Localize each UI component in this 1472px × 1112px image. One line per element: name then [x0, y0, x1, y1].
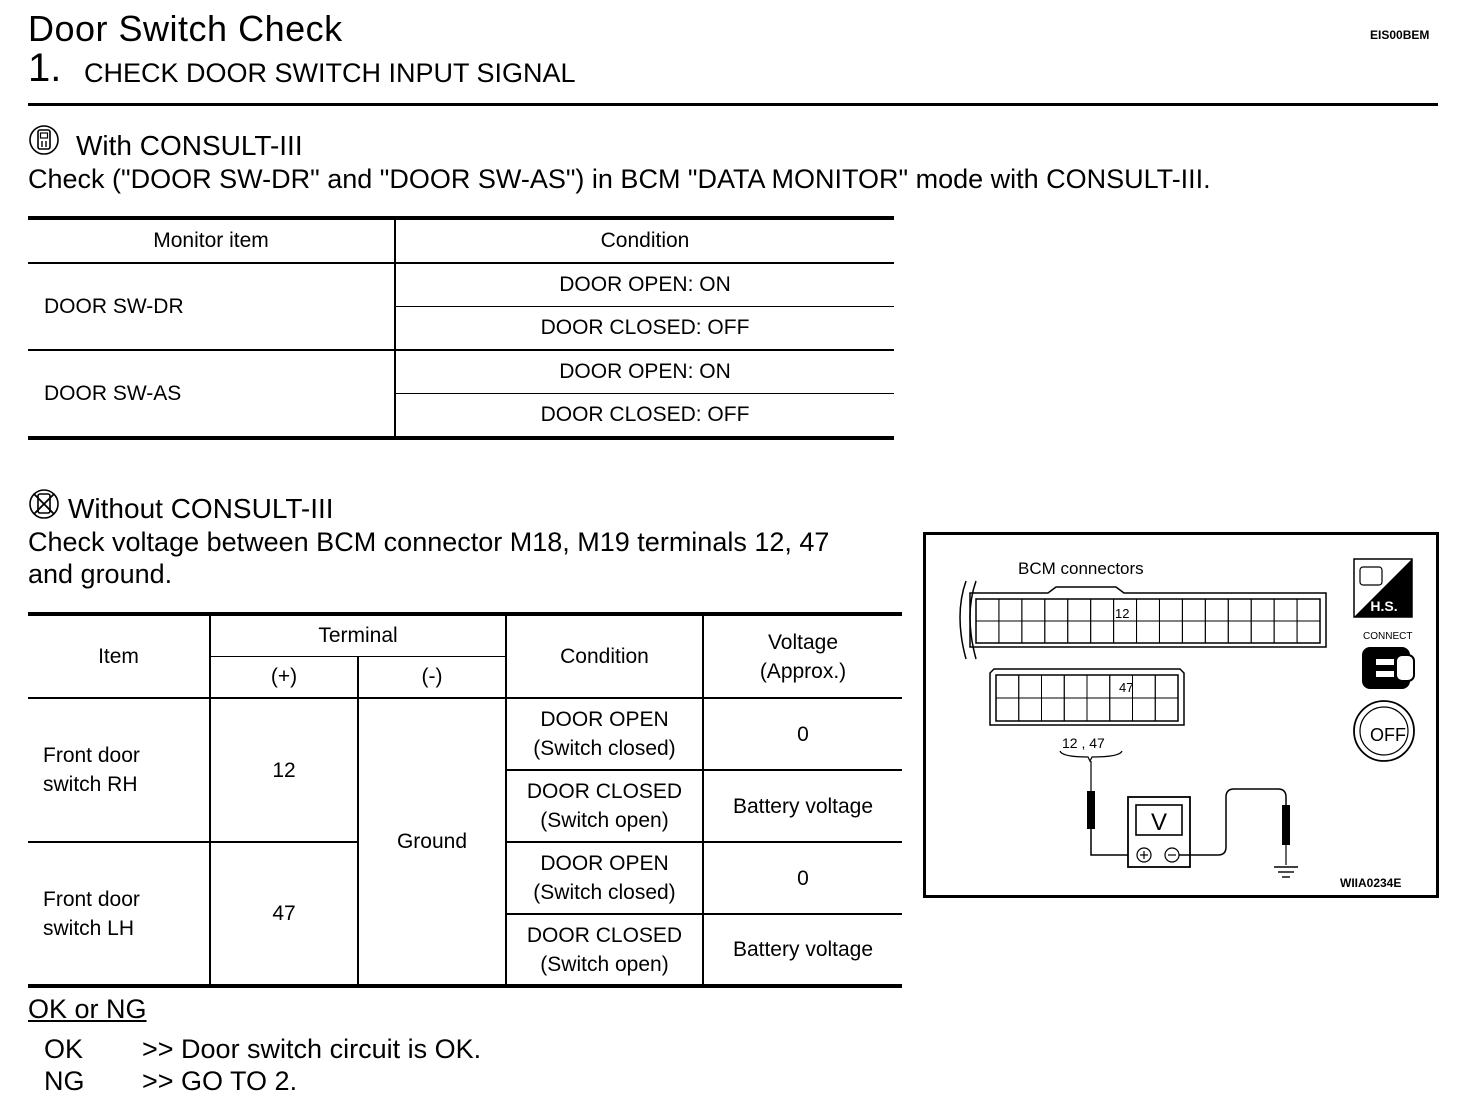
connector-pin: [999, 599, 1022, 621]
table-row: [28, 350, 894, 394]
voltage-cell: 0: [703, 698, 902, 770]
col-header-voltage: [703, 614, 902, 698]
off-label: OFF: [1370, 725, 1406, 745]
page-title: Door Switch Check: [28, 8, 343, 49]
connector-m19-pins: [996, 675, 1178, 721]
connect-label: CONNECT: [1363, 631, 1413, 642]
connector-pin: [1087, 698, 1110, 721]
connector-pin: [1155, 675, 1178, 698]
condition-cell: [506, 842, 703, 914]
connector-pin: [1228, 599, 1251, 621]
result-ok-key: OK: [44, 1034, 84, 1064]
connector-pin: [1137, 599, 1160, 621]
figure-code: WIIA0234E: [1340, 876, 1402, 890]
header-divider: [28, 103, 1438, 106]
col-header-item: Item: [28, 614, 210, 698]
connector-pin: [1133, 675, 1156, 698]
connector-m18: [960, 581, 1326, 659]
connector-pin: [999, 621, 1022, 643]
minus-probe: [1282, 805, 1290, 845]
connector-pin: [1297, 599, 1320, 621]
table-row: [28, 698, 902, 770]
condition-line1: DOOR OPEN: [540, 852, 669, 875]
with-consult-instruction: Check ("DOOR SW-DR" and "DOOR SW-AS") in BCM "DATA MONITOR" mode with CONSULT-III.: [28, 164, 1211, 194]
voltage-cell: Battery voltage: [703, 770, 902, 842]
col-header-monitor-item: Monitor item: [28, 218, 395, 263]
connector-pin: [1155, 698, 1178, 721]
connector-pin: [1274, 599, 1297, 621]
result-ok-value: >> Door switch circuit is OK.: [142, 1034, 482, 1064]
connector-pin: [1091, 621, 1114, 643]
voltage-cell: Battery voltage: [703, 914, 902, 986]
without-consult-instruction-line1: Check voltage between BCM connector M18, M19 terminals 12, 47: [28, 527, 830, 557]
connector-diagram-svg: [926, 535, 1436, 895]
result-ng-key: NG: [44, 1066, 85, 1096]
ignition-off-icon: [1354, 701, 1414, 761]
connector-pin: [1022, 621, 1045, 643]
col-header-plus: (+): [210, 656, 358, 698]
connector-pin: [1045, 621, 1068, 643]
voltmeter-label: V: [1150, 809, 1168, 836]
item-line1: Front door: [43, 744, 140, 767]
connector-pin: [1068, 599, 1091, 621]
connector-pin: [1205, 599, 1228, 621]
condition-cell: [506, 698, 703, 770]
step-title: CHECK DOOR SWITCH INPUT SIGNAL: [84, 58, 576, 88]
col-header-condition: Condition: [506, 614, 703, 698]
connector-pin: [1137, 621, 1160, 643]
connector-pin: [1064, 698, 1087, 721]
col-header-minus: (-): [358, 656, 506, 698]
condition-line2: (Switch closed): [533, 881, 676, 904]
connector-pin: [996, 698, 1019, 721]
plus-terminal-cell: 47: [210, 842, 358, 986]
minus-terminal-cell: Ground: [358, 698, 506, 986]
connector-pin: [1182, 621, 1205, 643]
connector-pin: [1251, 621, 1274, 643]
hs-label: H.S.: [1370, 598, 1398, 614]
condition-line1: DOOR CLOSED: [526, 923, 683, 947]
condition-cell: DOOR OPEN: ON: [395, 350, 894, 394]
connector-pin: [1274, 621, 1297, 643]
connector-pin: [976, 599, 999, 621]
table-row: [28, 263, 894, 307]
voltage-header-line1: Voltage: [767, 630, 839, 654]
condition-cell: DOOR OPEN: ON: [395, 263, 894, 307]
connector-diagram: [923, 532, 1439, 898]
voltage-check-table: [28, 612, 902, 988]
plus-terminal-cell: 12: [210, 698, 358, 842]
connector-pin: [1045, 599, 1068, 621]
connector-pin: [1159, 599, 1182, 621]
minus-lead: [1179, 789, 1286, 855]
result-heading: OK or NG: [28, 994, 147, 1024]
connector-pin: [1068, 621, 1091, 643]
connector-pin: [1297, 621, 1320, 643]
step-number: 1.: [28, 46, 62, 90]
connect-plug-icon: [1362, 647, 1414, 689]
col-header-terminal: Terminal: [210, 614, 506, 656]
voltage-cell: 0: [703, 842, 902, 914]
item-cell: [28, 698, 210, 842]
plus-probe: [1087, 791, 1095, 829]
connector-pin: [1019, 698, 1042, 721]
connector-pin: [1019, 675, 1042, 698]
condition-line2: (Switch open): [540, 952, 669, 976]
connector-pin: [1251, 599, 1274, 621]
item-line1: Front door: [43, 887, 140, 911]
document-code: EIS00BEM: [1370, 28, 1430, 42]
connector-m18-pins: [976, 599, 1320, 643]
connector-pin: [996, 675, 1019, 698]
connector-pin: [1205, 621, 1228, 643]
connector-pin: [1064, 675, 1087, 698]
bcm-connectors-label: BCM connectors: [1018, 559, 1144, 578]
connector-pin: [1182, 599, 1205, 621]
result-ng-value: >> GO TO 2.: [142, 1066, 298, 1096]
monitor-item: DOOR SW-DR: [28, 263, 395, 350]
connector-pin: [1042, 675, 1065, 698]
connector-pin: [1114, 621, 1137, 643]
item-line2: switch LH: [43, 916, 135, 940]
col-header-condition: Condition: [395, 218, 894, 263]
condition-line1: DOOR CLOSED: [526, 780, 683, 803]
condition-cell: [506, 770, 703, 842]
without-consult-instruction-line2: and ground.: [28, 559, 173, 589]
condition-cell: DOOR CLOSED: OFF: [395, 307, 894, 351]
voltage-header-line2: (Approx.): [759, 659, 847, 683]
connector-pin: [1228, 621, 1251, 643]
with-consult-heading: With CONSULT-III: [76, 130, 303, 161]
monitor-table: [28, 216, 894, 440]
consult-tool-icon: [28, 124, 60, 161]
pin-47-label: 47: [1119, 680, 1134, 695]
connector-pin: [1022, 599, 1045, 621]
connector-pin: [1110, 698, 1133, 721]
item-cell: [28, 842, 210, 986]
connector-pin: [1042, 698, 1065, 721]
connector-pin: [1087, 675, 1110, 698]
condition-line1: DOOR OPEN: [540, 708, 669, 731]
condition-cell: DOOR CLOSED: OFF: [395, 394, 894, 439]
probe-bracket: [1060, 751, 1122, 761]
condition-cell: [506, 914, 703, 986]
probe-terminal-label: 12 , 47: [1062, 735, 1105, 751]
connector-pin: [1133, 698, 1156, 721]
no-consult-icon: [28, 488, 60, 525]
item-line2: switch RH: [43, 773, 138, 796]
connector-pin: [1091, 599, 1114, 621]
connector-pin: [976, 621, 999, 643]
ground-icon: [1274, 867, 1298, 877]
connector-pin: [1159, 621, 1182, 643]
hs-connector-icon: [1354, 559, 1412, 617]
condition-line2: (Switch closed): [533, 737, 676, 760]
condition-line2: (Switch open): [540, 809, 669, 832]
pin-12-label: 12: [1115, 606, 1130, 621]
without-consult-heading: Without CONSULT-III: [68, 493, 334, 524]
monitor-item: DOOR SW-AS: [28, 350, 395, 438]
